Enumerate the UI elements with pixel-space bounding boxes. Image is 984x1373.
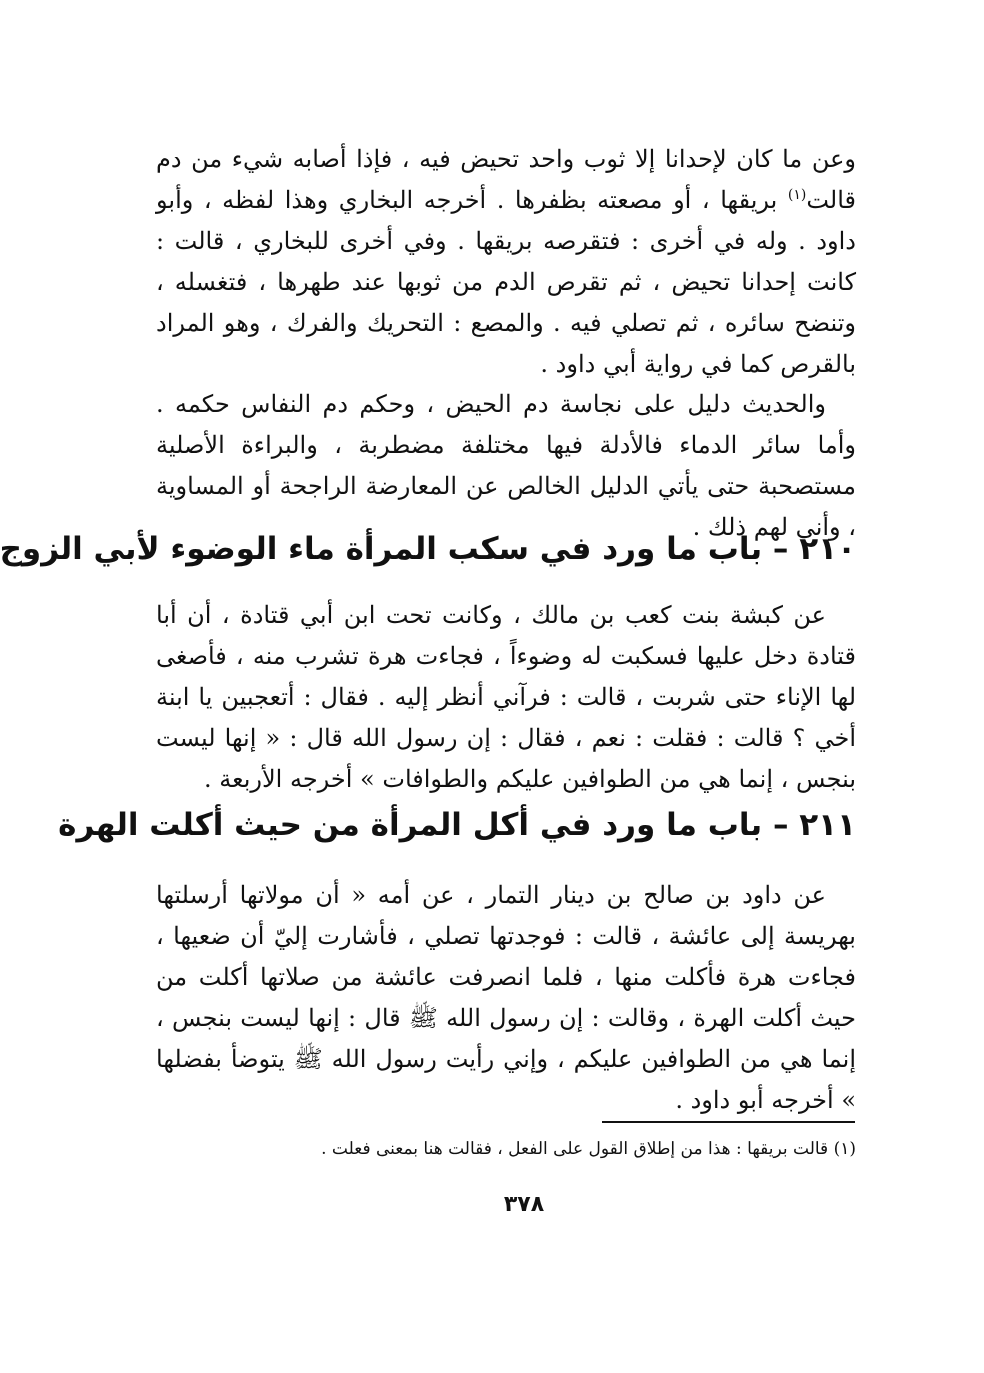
paragraph-hadith-menstrual-blood — [156, 139, 856, 385]
footnote: (١) قالت بريقها : هذا من إطلاق القول على الفعل ، فقالت هنا بمعنى فعلت . — [321, 1139, 856, 1159]
chapter-heading-211: ٢١١ – باب ما ورد في أكل المرأة من حيث أكلت الهرة — [58, 807, 856, 843]
footnote-divider — [602, 1121, 855, 1123]
paragraph-hadith-kabsha — [156, 595, 856, 800]
page-number: ٣٧٨ — [503, 1192, 545, 1217]
paragraph-commentary — [156, 384, 856, 548]
paragraph-text: عن كبشة بنت كعب بن مالك ، وكانت تحت ابن أبي قتادة ، أن أبا قتادة دخل عليها فسكبت له وضوءاً ، فجاءت هرة تشرب منه ، فأصغى لها الإناء حتى شربت ، قالت : فرآني أنظر إليه . فقال : أتعجبين يا ابنة أخي ؟ قالت : فقلت : نعم ، فقال : إن رسول الله قال : « إنها ليست بنجس ، إنما هي من الطوافين عليكم والطوافات » أخرجه الأربعة . — [156, 601, 856, 793]
chapter-heading-210: ٢١٠ – باب ما ورد في سكب المرأة ماء الوضوء لأبي الزوج — [0, 531, 856, 567]
paragraph-text: عن داود بن صالح بن دينار التمار ، عن أمه « أن مولاتها أرسلتها بهريسة إلى عائشة ، قالت : فوجدتها تصلي ، فأشارت إليّ أن ضعيها ، فجاءت هرة فأكلت منها ، فلما انصرفت عائشة من صلاتها أكلت من حيث أكلت الهرة ، وقالت : إن رسول الله ﷺ قال : إنها ليست بنجس ، إنما هي من الطوافين عليكم ، وإني رأيت رسول الله ﷺ يتوضأ بفضلها » أخرجه أبو داود . — [156, 881, 857, 1114]
paragraph-text-continued: بريقها ، أو مصعته بظفرها . أخرجه البخاري وهذا لفظه ، وأبو داود . وله في أخرى : فتقرصه بريقها . وفي أخرى للبخاري ، قالت : كانت إحدانا تحيض ، ثم تقرص الدم من ثوبها عند طهرها ، فتغسله ، وتنضح سائره ، ثم تصلي فيه . والمصع : التحريك والفرك ، وهو المراد بالقرص كما في رواية أبي داود . — [156, 186, 857, 378]
paragraph-text: والحديث دليل على نجاسة دم الحيض ، وحكم دم النفاس حكمه . وأما سائر الدماء فالأدلة فيها مختلفة مضطربة ، والبراءة الأصلية مستصحبة حتى يأتي الدليل الخالص عن المعارضة الراجحة أو المساوية ، وأنى لهم ذلك . — [156, 390, 856, 541]
footnote-reference: (١) — [787, 187, 807, 203]
paragraph-text: وعن ما كان لإحدانا إلا ثوب واحد تحيض فيه ، فإذا أصابه شيء من دم قالت — [156, 145, 856, 214]
paragraph-hadith-dawud — [156, 875, 856, 1121]
